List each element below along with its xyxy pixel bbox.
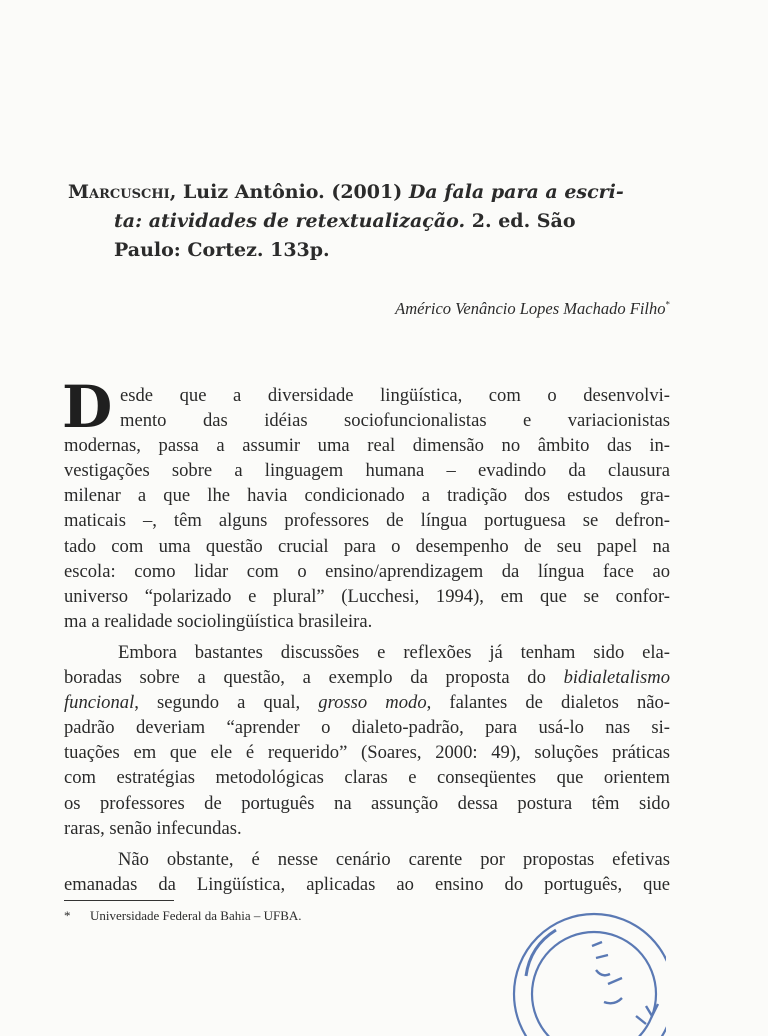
body-line: milenar a que lhe havia condicionado a tradição dos estudos gra- [64, 485, 670, 507]
author-rest: , Luiz Antônio. (2001) [169, 181, 409, 203]
body-line [64, 665, 670, 690]
body-text-run: , falantes de dialetos não- [426, 692, 670, 714]
body-text-italic: bidialetalismo [563, 667, 670, 689]
body-line: raras, senão infecundas. [64, 817, 242, 839]
body-line: padrão deveriam “aprender o dialeto-padrão, para usá-lo nas si- [64, 717, 670, 739]
review-author [395, 299, 670, 319]
body-line: os professores de português na assunção dessa postura têm sido [64, 792, 670, 814]
body-line [64, 690, 670, 715]
bibliographic-reference [68, 178, 672, 265]
drop-cap: D [62, 373, 113, 441]
body-line: ma a realidade sociolingüística brasileira. [64, 610, 373, 632]
body-text-run: boradas sobre a questão, a exemplo da proposta do [64, 667, 564, 689]
author-surname: Marcuschi [68, 181, 170, 203]
body-text-run: , segundo a qual, [134, 692, 319, 714]
body-line: modernas, passa a assumir uma real dimensão no âmbito das in- [64, 435, 670, 457]
body-line: com estratégias metodológicas claras e conseqüentes que orientem [64, 767, 670, 789]
body-line: tado com uma questão crucial para o desempenho de seu papel na [64, 535, 670, 557]
reference-line-1 [68, 178, 672, 207]
review-author-footnote-mark: * [665, 299, 670, 310]
footnote-text: Universidade Federal da Bahia – UFBA. [90, 908, 302, 923]
book-title-part1: Da fala para a escri- [408, 181, 624, 203]
body-line: esde que a diversidade lingüística, com o desenvolvi- [120, 385, 670, 406]
body-text-italic: funcional [64, 692, 135, 714]
body-line: universo “polarizado e plural” (Lucchesi, 1994), em que se confor- [64, 585, 670, 607]
body-text-italic: grosso modo [318, 692, 427, 714]
body-line: tuações em que ele é requerido” (Soares, 2000: 49), soluções práticas [64, 742, 670, 764]
body-line: Não obstante, é nesse cenário carente por propostas efetivas [118, 848, 670, 870]
body-line: vestigações sobre a linguagem humana – evadindo da clausura [64, 460, 670, 482]
publisher: Paulo: Cortez. 133p. [114, 239, 330, 261]
footnote-mark: * [64, 908, 71, 923]
body-line: Embora bastantes discussões e reflexões já tenham sido ela- [118, 641, 670, 663]
reference-line-3 [68, 236, 672, 265]
footnote [64, 908, 302, 924]
body-line: emanadas da Lingüística, aplicadas ao ensino do português, que [64, 873, 670, 895]
edition: 2. ed. São [465, 210, 576, 232]
body-line: escola: como lidar com o ensino/aprendizagem da língua face ao [64, 560, 670, 582]
book-title-part2: ta: atividades de retextualização. [114, 210, 466, 232]
body-text [64, 383, 670, 897]
body-line: mento das idéias sociofuncionalistas e variacionistas [120, 410, 670, 432]
footnote-rule [64, 900, 174, 901]
library-stamp-icon [496, 906, 666, 1036]
review-author-name: Américo Venâncio Lopes Machado Filho [395, 299, 666, 318]
body-line: maticais –, têm alguns professores de língua portuguesa se defron- [64, 510, 670, 532]
reference-line-2 [68, 207, 672, 236]
